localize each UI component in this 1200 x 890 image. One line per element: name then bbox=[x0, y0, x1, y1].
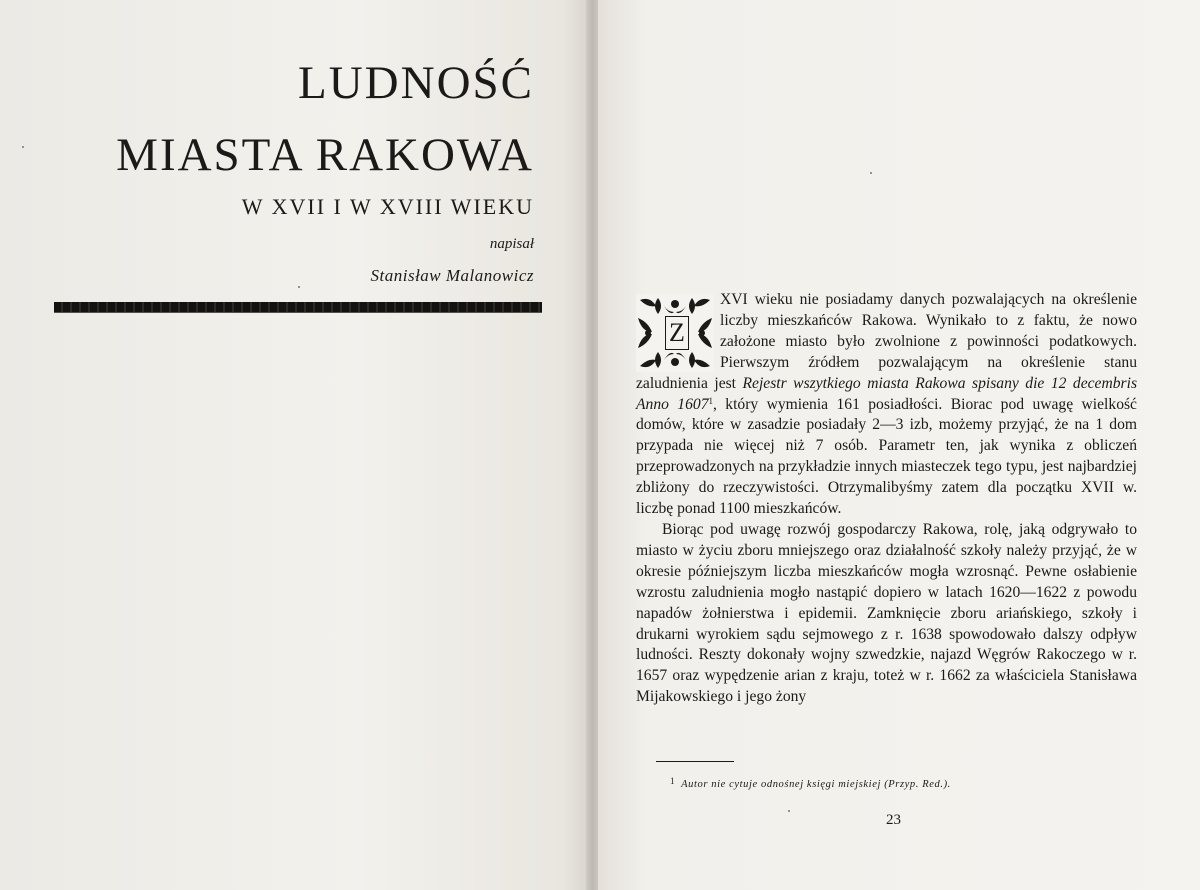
decorative-rule bbox=[54, 302, 542, 312]
paragraph-1-text-start: XVI wieku nie posiadamy danych pozwalających na określenie liczby mieszkańców Rakowa. Wynikało to z faktu, że nowo założone miasto było zwolnione z powinności podatkowych. Pierwszym źródłem pozwalającym na określenie stanu zaludnienia jest bbox=[636, 291, 1137, 392]
page-number: 23 bbox=[886, 812, 901, 828]
paragraph-1-text-end: , który wymienia 161 posiadłości. Biorac pod uwagę wielkość domów, które w zasadzie posiadały 2—3 izb, możemy przyjąć, że na 1 dom przypada nie więcej niż 7 osób. Parametr ten, jak wynika z obliczeń przeprowadzonych na przykładzie innych miasteczek tego typu, jest najbardziej zbliżony do rzeczywistości. Otrzymalibyśmy zatem dla początku XVII w. liczbę ponad 1100 mieszkańców. bbox=[636, 395, 1137, 518]
paper-speck bbox=[298, 286, 300, 288]
document-title-italic: Rejestr wszytkiego miasta Rakowa spisany die 12 decembris Anno 1607 bbox=[636, 374, 1138, 413]
paper-speck bbox=[788, 810, 790, 812]
byline-label: napisał bbox=[489, 236, 534, 252]
paragraph-1 bbox=[636, 290, 1137, 520]
subtitle: W XVII I W XVIII WIEKU bbox=[241, 194, 534, 219]
paper-speck bbox=[870, 172, 872, 174]
footnote bbox=[670, 776, 951, 790]
paper-speck bbox=[22, 146, 24, 148]
right-page bbox=[598, 0, 1200, 890]
title-line-2: MIASTA RAKOWA bbox=[116, 129, 534, 181]
title-line-1: LUDNOŚĆ bbox=[298, 57, 534, 109]
footnote-number: 1 bbox=[670, 776, 676, 786]
footnote-rule bbox=[656, 761, 734, 762]
drop-cap-letter: Z bbox=[665, 316, 689, 350]
footnote-text: Autor nie cytuje odnośnej księgi miejskiej (Przyp. Red.). bbox=[681, 779, 951, 790]
left-page bbox=[0, 0, 592, 890]
body-text bbox=[636, 290, 1137, 708]
author-name: Stanisław Malanowicz bbox=[370, 266, 534, 285]
paragraph-2: Biorąc pod uwagę rozwój gospodarczy Rakowa, rolę, jaką odgrywało to miasto w życiu zboru mniejszego oraz działalność szkoły należy przyjąć, że w okresie późniejszym liczba mieszkańców mogła wzrosnąć. Pewne osłabienie wzrostu zaludnienia mogło nastąpić dopiero w latach 1620—1622 z powodu napadów żołnierstwa i epidemii. Zamknięcie zboru ariańskiego, szkoły i drukarni wyrokiem sądu sejmowego z r. 1638 spowodowało dalszy odpływ ludności. Reszty dokonały wojny szwedzkie, najazd Węgrów Rakoczego w r. 1657 oraz wypędzenie arian z kraju, toteż w r. 1662 za właściciela Stanisława Mijakowskiego i jego żony bbox=[636, 520, 1137, 706]
ornamental-drop-cap bbox=[636, 294, 714, 372]
footnote-reference: 1 bbox=[708, 395, 713, 406]
